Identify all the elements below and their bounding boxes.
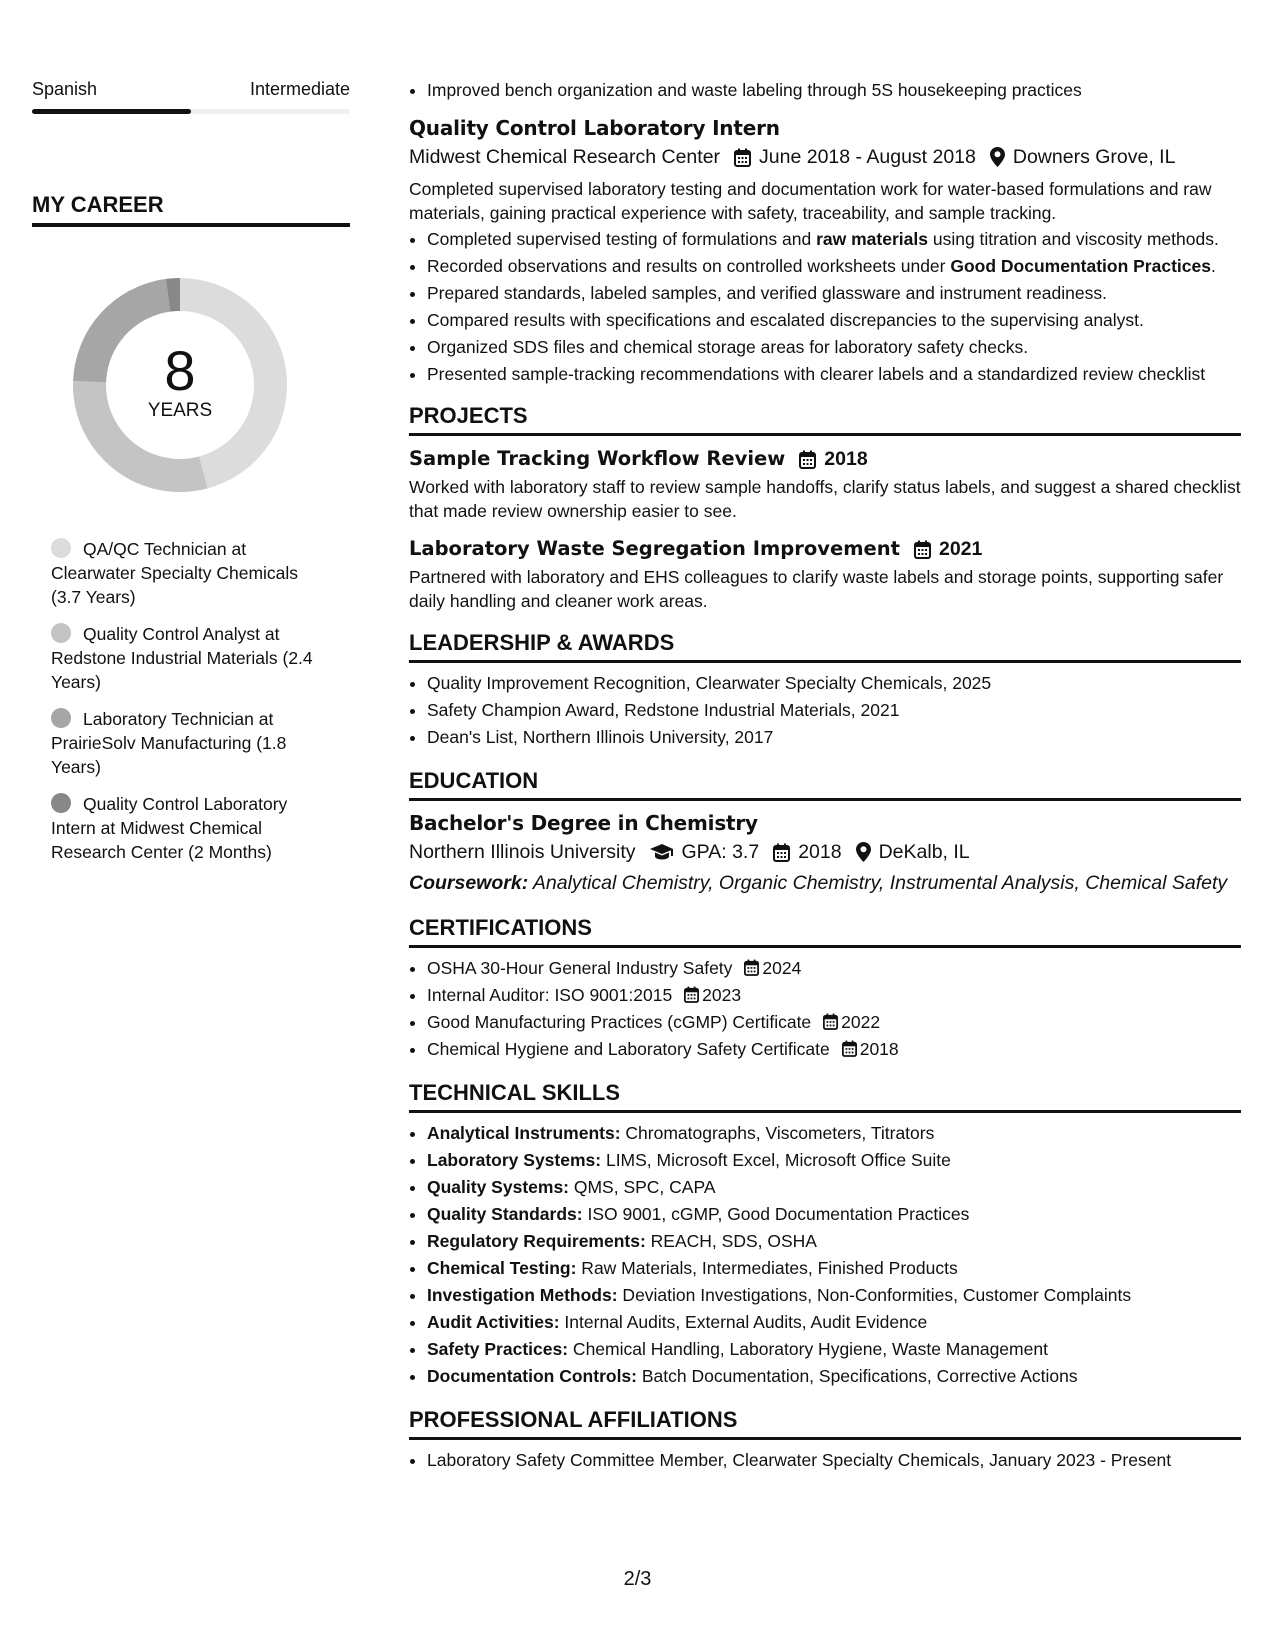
job-title: Quality Control Laboratory Intern [409,116,780,140]
skill-item: • Audit Activities: Internal Audits, External Audits, Audit Evidence [427,1309,1241,1336]
legend-dot-icon [51,708,71,728]
award-item: • Dean's List, Northern Illinois University, 2017 [427,724,1241,751]
job-bullet: • Improved bench organization and waste labeling through 5S housekeeping practices [427,78,1241,102]
job-bullet: • Prepared standards, labeled samples, and verified glassware and instrument readiness. [427,281,1241,305]
sidebar [32,78,350,877]
coursework: Coursework: Analytical Chemistry, Organic Chemistry, Instrumental Analysis, Chemical Safety [409,872,1228,894]
award-item: • Quality Improvement Recognition, Clearwater Specialty Chemicals, 2025 [427,670,1241,697]
certification-item: • Chemical Hygiene and Laboratory Safety Certificate 2018 [427,1036,1241,1063]
certifications-list [409,955,1241,1063]
project-year: 2021 [938,538,983,560]
calendar-icon [734,148,751,167]
location-pin-icon [990,147,1005,167]
graduation-cap-icon [650,843,674,861]
affiliation-item: • Laboratory Safety Committee Member, Clearwater Specialty Chemicals, January 2023 - Present [427,1447,1241,1474]
awards-list [409,670,1241,751]
career-donut-chart [66,271,294,499]
legend-dot-icon [51,623,71,643]
job-bullet: • Recorded observations and results on controlled worksheets under Good Documentation Practices. [427,254,1241,278]
language-proficiency-bar [32,109,350,114]
projects-heading: PROJECTS [409,403,1241,436]
skill-item: • Regulatory Requirements: REACH, SDS, OSHA [427,1228,1241,1255]
job-bullets [409,227,1241,386]
certification-item: • Good Manufacturing Practices (cGMP) Certificate 2022 [427,1009,1241,1036]
graduation-year: 2018 [798,841,842,863]
education-meta [409,837,1241,867]
certification-item: • Internal Auditor: ISO 9001:2015 2023 [427,982,1241,1009]
project-title: Laboratory Waste Segregation Improvement 2021 [409,535,1241,563]
affiliations-list [409,1447,1241,1474]
previous-job-bullets [409,78,1241,102]
skill-item: • Investigation Methods: Deviation Investigations, Non-Conformities, Customer Complaints [427,1282,1241,1309]
certification-item: • OSHA 30-Hour General Industry Safety 2024 [427,955,1241,982]
project-title: Sample Tracking Workflow Review 2018 [409,445,1241,473]
calendar-icon [773,843,790,862]
location-pin-icon [856,842,871,862]
job-summary: Completed supervised laboratory testing and documentation work for water-based formulations and raw materials, gaining practical experience with safety, traceability, and sample tracking. [409,179,1212,223]
job-bullet: • Compared results with specifications and escalated discrepancies to the supervising analyst. [427,308,1241,332]
job-bullet: • Presented sample-tracking recommendations with clearer labels and a standardized review checklist [427,362,1241,386]
calendar-icon [799,450,816,469]
career-legend-item: Laboratory Technician at PrairieSolv Manufacturing (1.8 Years) [51,709,287,777]
main-content [409,78,1241,1474]
calendar-icon [914,540,931,559]
language-level: Intermediate [249,79,350,99]
skills-heading: TECHNICAL SKILLS [409,1080,1241,1113]
project-description: Partnered with laboratory and EHS colleagues to clarify waste labels and storage points, supporting safer daily handling and cleaner work areas. [409,567,1224,611]
gpa: GPA: 3.7 [681,841,760,863]
career-donut-center [66,271,294,499]
skill-item: • Chemical Testing: Raw Materials, Intermediates, Finished Products [427,1255,1241,1282]
skill-item: • Documentation Controls: Batch Documentation, Specifications, Corrective Actions [427,1363,1241,1390]
job-bullet: • Completed supervised testing of formulations and raw materials using titration and viscosity methods. [427,227,1241,251]
career-years-label: YEARS [147,400,213,421]
degree-title: Bachelor's Degree in Chemistry [409,811,758,835]
education-heading: EDUCATION [409,768,1241,801]
affiliations-heading: PROFESSIONAL AFFILIATIONS [409,1407,1241,1440]
calendar-icon [823,1013,838,1030]
job-bullet: • Organized SDS files and chemical storage areas for laboratory safety checks. [427,335,1241,359]
career-total-years: 8 [164,339,196,402]
skill-item: • Quality Standards: ISO 9001, cGMP, Good Documentation Practices [427,1201,1241,1228]
school-name: Northern Illinois University [409,841,636,863]
calendar-icon [842,1040,857,1057]
job-company: Midwest Chemical Research Center [409,146,721,168]
page-number: 2/3 [623,1568,652,1590]
legend-dot-icon [51,538,71,558]
legend-dot-icon [51,793,71,813]
job-location: Downers Grove, IL [1012,146,1176,168]
career-legend-item: QA/QC Technician at Clearwater Specialty Chemicals (3.7 Years) [51,539,299,607]
school-location: DeKalb, IL [878,841,970,863]
project-description: Worked with laboratory staff to review sample handoffs, clarify status labels, and suggest a shared checklist that made review ownership easier to see. [409,477,1241,521]
calendar-icon [744,959,759,976]
project-year: 2018 [824,448,868,470]
skills-list [409,1120,1241,1390]
award-item: • Safety Champion Award, Redstone Industrial Materials, 2021 [427,697,1241,724]
skill-item: • Analytical Instruments: Chromatographs, Viscometers, Titrators [427,1120,1241,1147]
language-name: Spanish [32,79,98,99]
skill-item: • Laboratory Systems: LIMS, Microsoft Excel, Microsoft Office Suite [427,1147,1241,1174]
awards-heading: LEADERSHIP & AWARDS [409,630,1241,663]
career-title: MY CAREER [32,192,350,227]
career-legend [51,537,321,864]
skill-item: • Quality Systems: QMS, SPC, CAPA [427,1174,1241,1201]
certifications-heading: CERTIFICATIONS [409,915,1241,948]
career-legend-item: Quality Control Laboratory Intern at Midwest Chemical Research Center (2 Months) [51,794,288,862]
language-proficiency-fill [32,109,191,114]
job-dates: June 2018 - August 2018 [759,146,976,168]
calendar-icon [684,986,699,1003]
skill-item: • Safety Practices: Chemical Handling, Laboratory Hygiene, Waste Management [427,1336,1241,1363]
language-row [32,78,350,100]
job-meta [409,142,1241,172]
career-legend-item: Quality Control Analyst at Redstone Industrial Materials (2.4 Years) [51,624,313,692]
